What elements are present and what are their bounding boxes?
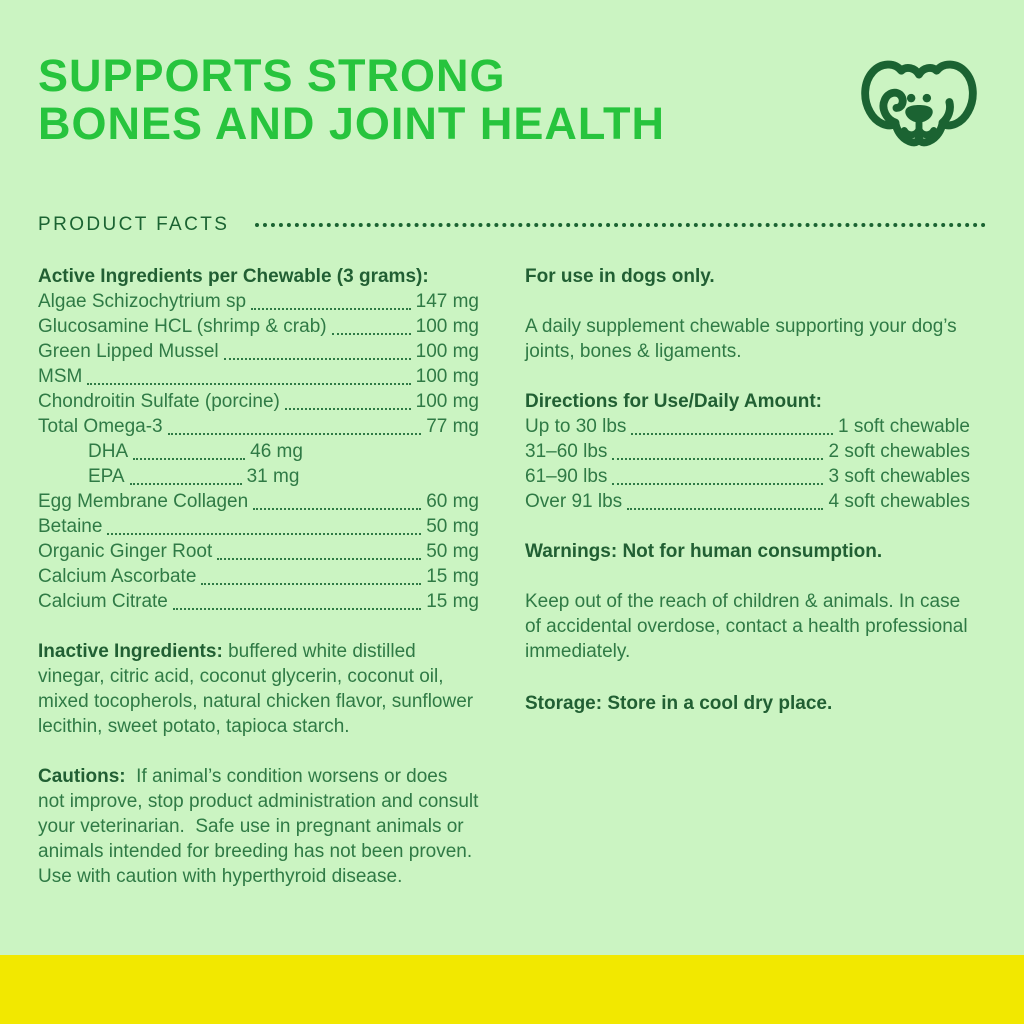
- direction-amount: 2 soft chewables: [828, 441, 970, 462]
- product-facts-title: PRODUCT FACTS: [38, 214, 230, 235]
- inactive-ingredients-text: buffered white distilled vinegar, citric acid, coconut glycerin, coconut oil, mixed tocopherols, natural chicken flavor, sunflower lecithin, sweet potato, tapioca starch.: [38, 641, 479, 737]
- sub-ingredient-row: [88, 439, 479, 464]
- ingredient-row: [38, 564, 479, 589]
- dotted-leader: [224, 358, 411, 360]
- ingredient-value: 15 mg: [426, 566, 479, 587]
- direction-weight: Over 91 lbs: [525, 491, 623, 512]
- header: [0, 0, 1024, 154]
- dotted-leader: [612, 483, 823, 485]
- ingredient-row: [38, 514, 479, 539]
- ingredient-name: Total Omega-3: [38, 416, 163, 437]
- direction-weight: Up to 30 lbs: [525, 416, 627, 437]
- direction-weight: 61–90 lbs: [525, 466, 608, 487]
- dotted-leader: [332, 333, 411, 335]
- sub-ingredient-row: [88, 464, 479, 489]
- ingredient-value: 50 mg: [426, 516, 479, 537]
- dotted-leader: [87, 383, 410, 385]
- ingredient-name: Betaine: [38, 516, 103, 537]
- product-facts-header: [38, 214, 986, 236]
- ingredient-value: 60 mg: [426, 491, 479, 512]
- dotted-leader: [168, 433, 422, 435]
- dotted-leader: [253, 508, 421, 510]
- dotted-leader: [251, 308, 411, 310]
- dotted-leader: [217, 558, 421, 560]
- direction-amount: 1 soft chewable: [837, 416, 970, 437]
- ingredient-name: Chondroitin Sulfate (porcine): [38, 391, 280, 412]
- ingredient-row: [38, 489, 479, 514]
- dotted-leader: [107, 533, 421, 535]
- ingredient-name: Glucosamine HCL (shrimp & crab): [38, 316, 327, 337]
- cautions-text: If animal’s condition worsens or does not improve, stop product administration and consult your veterinarian. Safe use in pregnant animals or animals intended for breeding has not been proven. Use with caution with hyperthyroid disease.: [38, 766, 484, 887]
- dotted-rule: [255, 223, 986, 227]
- description-paragraph: A daily supplement chewable supporting your dog’s joints, bones & ligaments.: [525, 316, 962, 362]
- ingredient-row: [38, 364, 479, 389]
- direction-row: [525, 439, 970, 464]
- dotted-leader: [631, 433, 833, 435]
- ingredient-name: MSM: [38, 366, 83, 387]
- headline-line-2: BONES AND JOINT HEALTH: [38, 98, 666, 149]
- ingredient-name: Calcium Ascorbate: [38, 566, 197, 587]
- ingredient-value: 100 mg: [415, 366, 479, 387]
- dotted-leader: [612, 458, 823, 460]
- ingredient-name: Calcium Citrate: [38, 591, 168, 612]
- ingredient-name: EPA: [88, 466, 125, 487]
- storage-title: Storage: Store in a cool dry place.: [525, 693, 833, 714]
- cautions-paragraph: [38, 764, 484, 889]
- ingredient-name: Organic Ginger Root: [38, 541, 213, 562]
- dotted-leader: [173, 608, 421, 610]
- direction-row: [525, 489, 970, 514]
- inactive-ingredients-label: Inactive Ingredients:: [38, 641, 223, 662]
- ingredient-row: [38, 389, 479, 414]
- dotted-leader: [201, 583, 421, 585]
- direction-weight: 31–60 lbs: [525, 441, 608, 462]
- ingredient-value: 100 mg: [415, 341, 479, 362]
- dotted-leader: [133, 458, 245, 460]
- ingredient-name: Algae Schizochytrium sp: [38, 291, 247, 312]
- ingredient-name: Green Lipped Mussel: [38, 341, 219, 362]
- ingredient-value: 100 mg: [415, 391, 479, 412]
- warnings-title: Warnings: Not for human consumption.: [525, 541, 883, 562]
- page-title: [38, 52, 665, 148]
- dotted-leader: [285, 408, 411, 410]
- ingredient-value: 147 mg: [415, 291, 479, 312]
- right-column: [525, 264, 973, 889]
- ingredient-row: [38, 539, 479, 564]
- ingredient-row: [38, 314, 479, 339]
- dotted-leader: [130, 483, 242, 485]
- active-ingredients-title: Active Ingredients per Chewable (3 grams):: [38, 266, 429, 287]
- ingredient-row: [38, 414, 479, 439]
- ingredient-value: 15 mg: [426, 591, 479, 612]
- dog-face-icon: [860, 54, 978, 154]
- ingredient-value: 50 mg: [426, 541, 479, 562]
- yellow-footer-bar: [0, 955, 1024, 1024]
- facts-columns: [38, 264, 1024, 889]
- ingredient-name: DHA: [88, 441, 129, 462]
- direction-amount: 4 soft chewables: [828, 491, 970, 512]
- direction-amount: 3 soft chewables: [828, 466, 970, 487]
- direction-row: [525, 464, 970, 489]
- inactive-ingredients-paragraph: [38, 639, 479, 739]
- dotted-leader: [627, 508, 823, 510]
- for-use-title: For use in dogs only.: [525, 266, 715, 287]
- ingredient-value: 46 mg: [250, 441, 303, 462]
- ingredient-value: 77 mg: [426, 416, 479, 437]
- headline-line-1: SUPPORTS STRONG: [38, 50, 506, 101]
- ingredient-row: [38, 339, 479, 364]
- left-column: [38, 264, 484, 889]
- ingredient-row: [38, 589, 479, 614]
- direction-row: [525, 414, 970, 439]
- ingredient-name: Egg Membrane Collagen: [38, 491, 249, 512]
- ingredient-value: 100 mg: [415, 316, 479, 337]
- directions-title: Directions for Use/Daily Amount:: [525, 391, 823, 412]
- ingredient-value: 31 mg: [246, 466, 300, 487]
- warnings-paragraph: Keep out of the reach of children & animals. In case of accidental overdose, contact a health professional immediately.: [525, 591, 973, 662]
- cautions-label: Cautions:: [38, 766, 126, 787]
- ingredient-row: [38, 289, 479, 314]
